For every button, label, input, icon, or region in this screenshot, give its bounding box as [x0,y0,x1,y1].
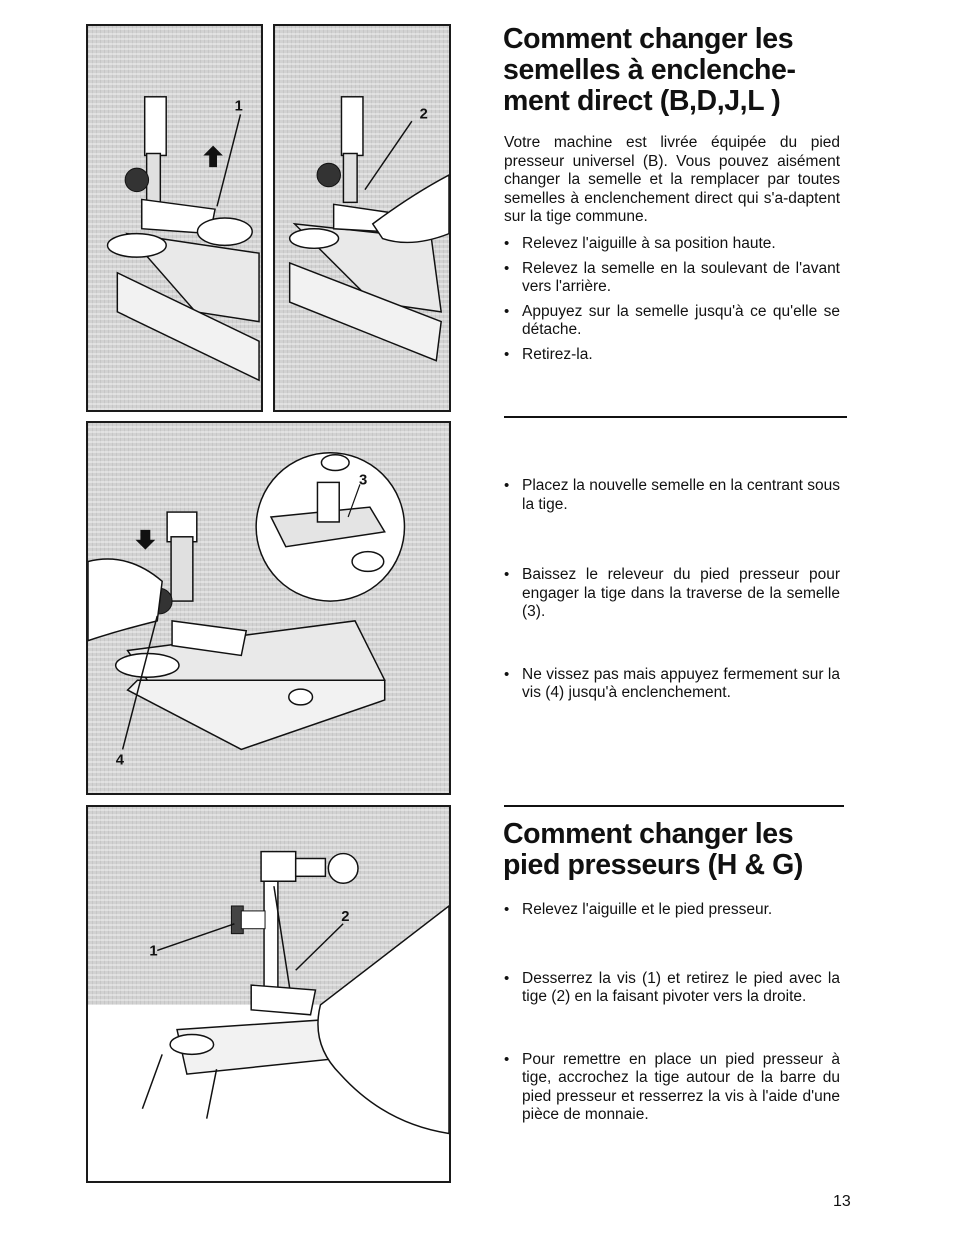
section1-title-line: Comment changer les [503,23,794,55]
list-item: • Retirez-la. [504,346,840,365]
list-item: • Appuyez sur la semelle jusqu'à ce qu'elle se détache. [504,303,840,340]
list-item: • Desserrez la vis (1) et retirez le pied avec la tige (2) en la faisant pivoter vers la droite. [504,970,840,1007]
list-item: • Relevez la semelle en la soulevant de l'avant vers l'arrière. [504,260,840,297]
figure-label-2b: 2 [341,908,350,925]
figure-label-4: 4 [115,752,124,769]
section1-bullet-list [504,235,840,364]
figure-press-sole [273,24,451,412]
section3-title-line: Comment changer les [503,818,794,850]
figure-label-3: 3 [358,472,368,489]
figure-label-1b: 1 [149,943,158,960]
figure-press-sole-drawing [275,26,449,410]
list-item: • Relevez l'aiguille et le pied presseur. [504,901,840,920]
section1-title-line: ment direct (B,D,J,L ) [503,85,781,117]
figure-shank-foot-drawing [88,807,449,1181]
section-divider [504,416,847,418]
list-item: • Ne vissez pas mais appuyez fermement sur la vis (4) jusqu'à enclenchement. [504,666,840,703]
figure-engage-sole [86,421,451,795]
section2-bullet-list [504,477,840,703]
list-item: • Placez la nouvelle semelle en la centrant sous la tige. [504,477,840,514]
list-item: • Relevez l'aiguille à sa position haute. [504,235,840,254]
section3-title [503,819,803,881]
figure-shank-foot [86,805,451,1183]
list-item: • Pour remettre en place un pied presseur à tige, accrochez la tige autour de la barre du pied presseur et resserrez la vis à l'aide d'une pièce de monnaie. [504,1051,840,1125]
figure-remove-sole [86,24,263,412]
page-number: 13 [833,1193,851,1210]
section1-title-line: semelles à enclenche- [503,54,796,86]
figure-label-1: 1 [234,98,243,115]
section3-title-line: pied presseurs (H & G) [503,849,804,881]
section1-title [503,24,796,117]
section3-bullet-list [504,901,840,1125]
list-item: • Baissez le releveur du pied presseur pour engager la tige dans la traverse de la semelle (3). [504,566,840,622]
section-divider [504,805,844,807]
figure-label-2: 2 [419,106,428,123]
figure-remove-sole-drawing [88,26,261,410]
section1-intro: Votre machine est livrée équipée du pied presseur universel (B). Vous pouvez aisément changer la semelle et la remplacer par toutes semelles à enclenchement direct qui s'a-daptent sur la tige commune. [504,134,840,225]
figure-engage-sole-drawing [88,423,449,793]
